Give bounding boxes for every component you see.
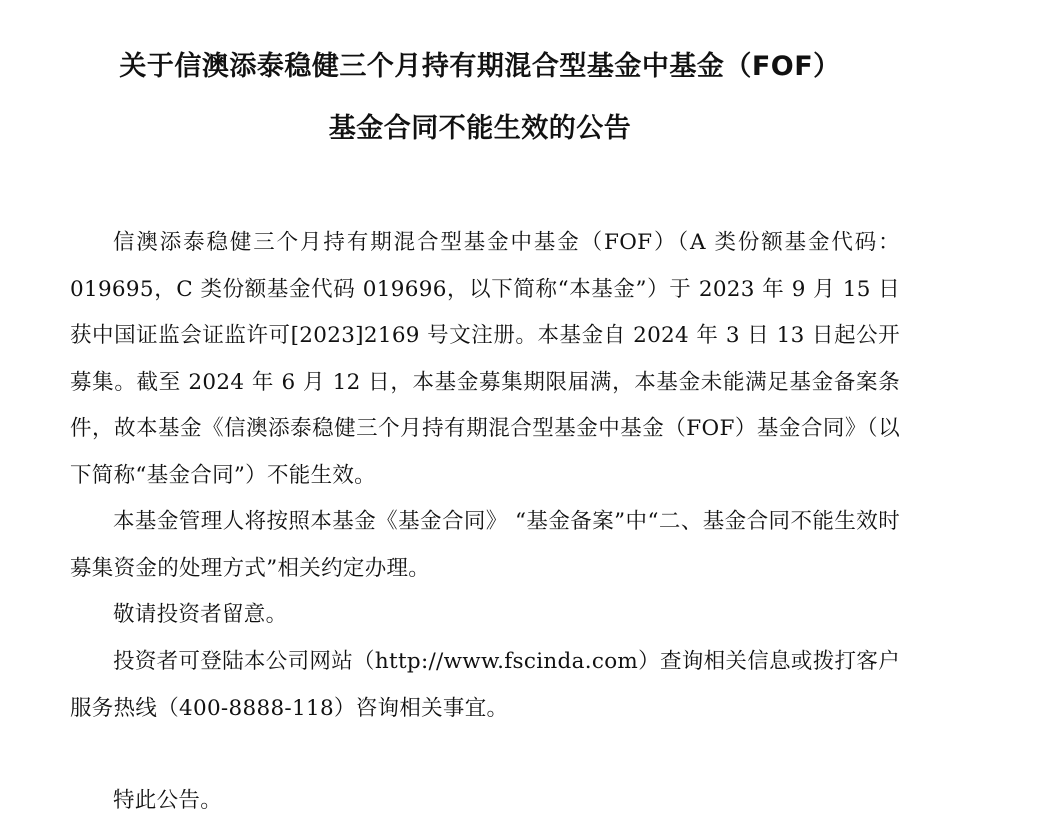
paragraph-investor-notice [70,592,900,639]
document-title-line-1: 关于信澳添泰稳健三个月持有期混合型基金中基金（FOF） [119,51,841,82]
document-title-line-2: 基金合同不能生效的公告 [328,113,632,144]
paragraph-text: 信澳添泰稳健三个月持有期混合型基金中基金（FOF）（A 类份额基金代码：019695，C 类份额基金代码 019696，以下简称“本基金”）于 2023 年 9 月 15 日获中国证监会证监许可[2023]2169 号文注册。本基金自 2024 年 3 日 13 日起公开募集。截至 2024 年 6 月 12 日，本基金募集期限届满，本基金未能满足基金备案条件，故本基金《信澳添泰稳健三个月持有期混合型基金中基金（FOF）基金合同》（以下简称“基金合同”）不能生效。 [70,230,900,488]
paragraph-fund-registration [70,220,900,499]
paragraph-text: 本基金管理人将按照本基金《基金合同》 “基金备案”中“二、基金合同不能生效时募集资金的处理方式”相关约定办理。 [70,509,900,581]
paragraph-closing [70,778,900,825]
paragraph-text: 特此公告。 [113,788,223,813]
paragraph-manager-handling [70,499,900,592]
paragraph-text: 敬请投资者留意。 [113,602,288,627]
paragraph-text: 投资者可登陆本公司网站（http://www.fscinda.com）查询相关信息或拨打客户服务热线（400-8888-118）咨询相关事宜。 [70,649,900,721]
paragraph-contact-info [70,639,900,732]
